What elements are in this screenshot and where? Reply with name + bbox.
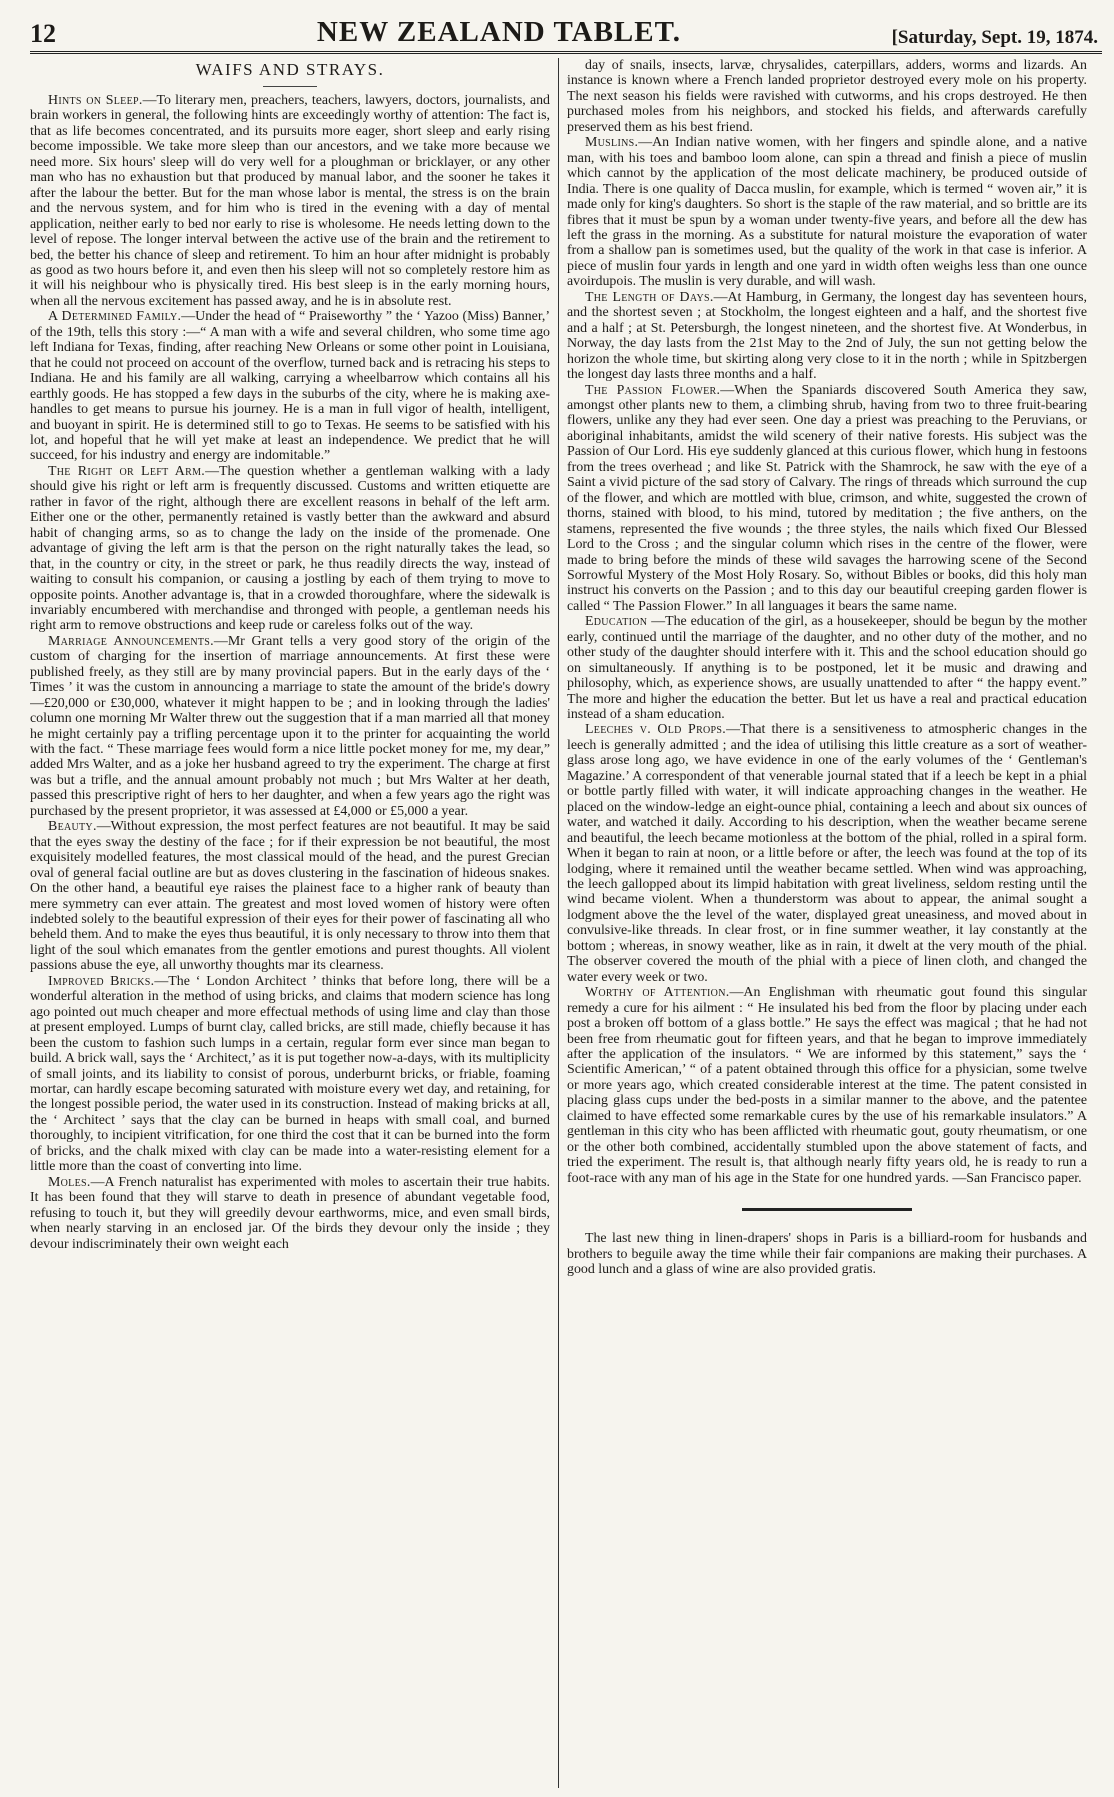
article-title: The Passion Flower. <box>585 382 721 398</box>
article-body: —An Englishman with rheumatic gout found this singular remedy a cure for his ailment : “ He insulated his bed from the floor by placing under each post a broken off bottom of a glass bottle.” He says the effect was magical ; that he had not been free from rheumatic gout for fifteen years, and that he began to improve immediately after the application of the insulators. “ We are informed by this statement,” says the ‘ Scientific American,’ “ of a patent obtained through this office for a physician, some twelve or more years ago, which created considerable interest at the time. The patent consisted in placing glass cups under the bed-posts in a similar manner to the above, and the patentee claimed to have effected some remarkable cures by the use of his remarkable insulators.” A gentleman in this city who has been afflicted with rheumatic gout, gouty rheumatism, or one or the other both combined, accidentally stumbled upon the above statement of facts, and tried the experiment. The result is, that although nearly fifty years old, he is ready to run a foot-race with any man of his age in the State for one hundred yards. —San Francisco paper. <box>567 985 1087 1186</box>
article <box>30 974 550 1175</box>
article-body: —Without expression, the most perfect features are not beautiful. It may be said that the eyes sway the destiny of the face ; for if their expression be not beautiful, the most exquisitely modelled features, the most classical mould of the head, and the purest Grecian oval of general facial outline are but as doves clustering in the fascination of hideous snakes. On the other hand, a beautiful eye raises the plainest face to a higher rank of beauty than mere symmetry can ever attain. The greatest and most loved women of history were often indebted solely to the beautiful expression of their eyes for their power of fascinating all who beheld them. And to make the eyes thus beautiful, it is only necessary to throw into them that light of the soul which emanates from the gentler emotions and purest thoughts. All violent passions abuse the eye, all unworthy thoughts mar its clearness. <box>30 819 550 974</box>
article-title: Beauty. <box>48 819 97 835</box>
closing-paragraph: The last new thing in linen-drapers' shops in Paris is a billiard-room for husbands and brothers to beguile away the time while their fair companions are making their purchases. A good lunch and a glass of wine are also provided gratis. <box>567 1231 1087 1277</box>
article <box>567 383 1087 615</box>
article-body: —That there is a sensitiveness to atmospheric changes in the leech is generally admitted ; and the idea of utilising this little creature as a sort of weather-glass arose long ago, we have evidence in one of the early volumes of the ‘ Gentleman's Magazine.’ A correspondent of that venerable journal stated that if a leech be kept in a phial or bottle partly filled with water, it will indicate approaching changes in the weather. He placed on the window-ledge an eight-ounce phial, containing a leech and about six ounces of water, and watched it daily. According to his description, when the weather became serene and beautiful, the leech became motionless at the bottom of the phial, rolled in a spiral form. When it began to rain at noon, or a little before or after, the leech was found at the top of its lodging, where it remained until the weather became settled. When wind was approaching, the leech gallopped about its limpid habitation with great liveliness, seldom resting until the wind became violent. When a thunderstorm was about to appear, the animal sought a lodgment above the the level of the water, displayed great uneasiness, and moved about in convulsive-like threads. In clear frost, or in fine summer weather, it lay constantly at the bottom ; whereas, in snowy weather, like as in rain, it dwelt at the very mouth of the phial. The observer covered the mouth of the phial with a piece of linen cloth, and changed the water every week or two. <box>567 722 1087 985</box>
issue-date: [Saturday, Sept. 19, 1874. <box>891 27 1098 48</box>
section-divider <box>742 1208 912 1211</box>
paper-title: NEW ZEALAND TABLET. <box>316 16 682 48</box>
article <box>567 722 1087 985</box>
article-title: A Determined Family. <box>48 309 182 325</box>
article-body: —The education of the girl, as a housekeeper, should be begun by the mother early, continued until the marriage of the daughter, and no other duty of the mother, and no other study of the daughter should interfere with it. This and the school education should go on simultaneously. If anything is to be postponed, let it be music and drawing and philosophy, which, as experience shows, are usually unattended to after “ the happy event.” The more and higher the education the better. But let us have a real and practical education instead of a sham education. <box>567 614 1087 723</box>
article-title: Muslins. <box>585 135 639 151</box>
left-articles <box>30 93 550 1252</box>
article-body: —To literary men, preachers, teachers, lawyers, doctors, journalists, and brain workers in general, the following hints are exceedingly worthy of attention: The fact is, that as life becomes concentrated, and its pursuits more eager, short sleep and early rising become impossible. We take more sleep than our ancestors, and we take more because we need more. Six hours' sleep will do very well for a ploughman or bricklayer, or any other man who has no exhaustion but that produced by manual labor, and the sooner he takes it after the labour the better. But for the man whose labor is mental, the stress is on the brain and the nervous system, and for him who is tired in the evening with a day of mental application, neither early to bed nor early to rise is wholesome. He needs letting down to the level of repose. The longer interval between the active use of the brain and the retirement to bed, the better his chance of sleep and retirement. To him an hour after midnight is probably as good as two hours before it, and even then his sleep will not so completely restore him as it will his neighbour who is physically tired. His best sleep is in the early morning hours, when all the nervous excitement has passed away, and he is in absolute rest. <box>30 93 550 309</box>
article-title: Leeches v. Old Props. <box>585 722 727 738</box>
article-title: Marriage Announcements. <box>48 633 214 649</box>
article-title: Improved Bricks. <box>48 973 155 989</box>
masthead <box>30 14 1102 54</box>
page-number: 12 <box>30 19 56 48</box>
article <box>30 634 550 819</box>
article-body: —Under the head of “ Praiseworthy ” the ‘ Yazoo (Miss) Banner,’ of the 19th, tells this story :—“ A man with a wife and several children, who some time ago left Indiana for Texas, finding, after reaching New Orleans or some other point in Louisiana, that he could not proceed on account of the overflow, turned back and is retracing his steps to Indiana. He and his family are all walking, carrying a wheelbarrow which contains all his earthly goods. He has stopped a few days in the suburbs of the city, where he is making axe-handles to get means to pursue his journey. He is a man in full vigor of health, intelligent, and buoyant in spirit. He is determined still to go to Texas. He seems to be satisfied with his lot, and hopeful that he will yet make at least an independence. We predict that he will succeed, for his industry and energy are indomitable.” <box>30 309 550 464</box>
article <box>567 614 1087 722</box>
article <box>30 1175 550 1252</box>
article <box>567 135 1087 290</box>
columns <box>30 58 1102 1788</box>
article <box>567 58 1087 135</box>
heading-rule <box>263 86 317 87</box>
article <box>30 93 550 309</box>
right-column <box>559 58 1087 1788</box>
article-body: —Mr Grant tells a very good story of the origin of the custom of charging for the insertion of marriage announcements. At first these were published freely, as they still are by many provincial papers. But in the early days of the ‘ Times ’ it was the custom in announcing a marriage to state the amount of the bride's dowry—£20,000 or £30,000, whatever it might happen to be ; and in looking through the ladies' column one morning Mr Walter threw out the suggestion that if a man married all that money he might certainly pay a trifling percentage upon it to the printer for acquainting the world with the fact. “ These marriage fees would form a nice little pocket money for me, my dear,” added Mrs Walter, and as a joke her husband agreed to try the experiment. The charge at first was but a trifle, and the annual amount probably not much ; but Mrs Walter at her death, passed this prescriptive right of hers to her daughter, and when a few years ago the right was purchased by the present proprietor, it was assessed at £4,000 or £5,000 a year. <box>30 633 550 819</box>
article <box>567 290 1087 383</box>
article-title: Moles. <box>48 1174 91 1190</box>
article-body: day of snails, insects, larvæ, chrysalides, caterpillars, adders, worms and lizards. An instance is known where a French landed proprietor destroyed every mole on his property. The next season his fields were ravished with cutworms, and his crops destroyed. He then purchased moles from his neighbors, and stocked his fields, and afterwards carefully preserved them as his best friend. <box>567 58 1087 135</box>
article-body: —A French naturalist has experimented with moles to ascertain their true habits. It has been found that they will starve to death in presence of abundant vegetable food, refusing to touch it, but they will greedily devour earthworms, mice, and even small birds, when nearly starving in an enclosed jar. Of the birds they devour only the inside ; they devour indiscriminately their own weight each <box>30 1174 550 1252</box>
right-articles <box>567 58 1087 1186</box>
section-heading: WAIFS AND STRAYS. <box>195 60 385 79</box>
article-title: Education <box>585 614 648 630</box>
article-body: —An Indian native women, with her fingers and spindle alone, and a native man, with his toes and bamboo loom alone, can spin a thread and finish a piece of muslin which cannot by the application of the most delicate machinery, be produced outside of India. There is one quality of Dacca muslin, for example, which is termed “ woven air,” it is made only for king's daughters. So short is the staple of the raw material, and so brittle are its fibres that it must be spun by a woman under twenty-five years, and before all the dew has left the grass in the morning. As a substitute for natural moisture the evaporation of water from a shallow pan is sometimes used, but the quality of the work in that case is inferior. A piece of muslin four yards in length and one yard in width often weighs less than one ounce avoirdupois. The muslin is very durable, and will wash. <box>567 135 1087 290</box>
article-title: The Right or Left Arm. <box>48 463 206 479</box>
article <box>30 464 550 634</box>
article <box>30 819 550 974</box>
article-title: Hints on Sleep. <box>48 93 143 108</box>
left-column <box>30 58 558 1788</box>
article-body: —The ‘ London Architect ’ thinks that before long, there will be a wonderful alteration in the method of using bricks, and claims that modern science has long ago pointed out much cheaper and more effectual methods of using lime and clay than those at present employed. Lumps of burnt clay, called bricks, are still made, chiefly because it has been the custom to fashion such lumps in a certain, regular form ever since man began to build. A brick wall, says the ‘ Architect,’ as it is put together now-a-days, with its multiplicity of small joints, and its liability to consist of porous, underburnt bricks, or friable, foaming mortar, can hardly escape becoming saturated with moisture every wet day, and retaining, for the longest possible period, the water used in its construction. Instead of making bricks at all, the ‘ Architect ’ says that the clay can be burned in heaps with small coal, and burned thoroughly, to incipient vitrification, for one third the cost that it can be burned into the form of bricks, and the chalk mixed with clay can be made into a water-resisting element for a little more than the coast of converting into lime. <box>30 973 550 1175</box>
article-body: —When the Spaniards discovered South America they saw, amongst other plants new to them, a climbing shrub, having from two to three fruit-bearing flowers, unlike any they had ever seen. One day a priest was preaching to the Peruvians, or aboriginal inhabitants, amidst the wild scenery of their native forests. His subject was the Passion of Our Lord. His eye suddenly glanced at this curious flower, which hung in festoons from the trees overhead ; and like St. Patrick with the Shamrock, he saw with the eye of a Saint a vivid picture of the sad story of Calvary. The rings of threads which surround the cup of the flower, and which are mottled with blue, crimson, and white, suggested the crown of thorns, stained with blood, to his mind, tutored by meditation ; the five anthers, on the stamens, represented the five wounds ; the three styles, the nails which fixed Our Blessed Lord to the Cross ; and the singular column which rises in the centre of the flower, were made to bring before the minds of these wild savages the harrowing scene of the Second Sorrowful Mystery of the Most Holy Rosary. So, without Bibles or books, did this holy man instruct his converts on the Passion ; and to this day our beautiful creeping garden flower is called “ The Passion Flower.” In all languages it bears the same name. <box>567 382 1087 614</box>
article-body: —The question whether a gentleman walking with a lady should give his right or left arm is frequently discussed. Customs and written etiquette are rather in favor of the right, although there are excellent reasons in behalf of the left arm. Either one or the other, permanently retained is vastly better than the awkward and absurd habit of changing arms, so as to change the lady on the inside of the promenade. One advantage of giving the left arm is that the person on the right naturally takes the lead, so that, in the country or city, in the street or park, he thus readily directs the way, instead of waiting to consult his companion, or causing a jostling by each of them trying to move to opposite points. Another advantage is, that in a crowded thoroughfare, where the sidewalk is invariably encumbered with merchandise and thronged with people, a gentleman needs his right arm to remove obstructions and keep rude or careless folks out of the way. <box>30 463 550 634</box>
article-title: Worthy of Attention. <box>585 985 730 1001</box>
article <box>30 309 550 464</box>
article-title: The Length of Days. <box>585 289 714 305</box>
article-body: —At Hamburg, in Germany, the longest day has seventeen hours, and the shortest seven ; at Stockholm, the longest eighteen and a half, and the shortest five and a half ; at St. Petersburgh, the longest nineteen, and the shortest five. At Wonderbus, in Norway, the day lasts from the 21st May to the 2nd of July, the sun not getting below the horizon the whole time, but skirting along very close to it in the north ; while in Spitzbergen the longest day lasts three months and a half. <box>567 289 1087 383</box>
article <box>567 985 1087 1186</box>
